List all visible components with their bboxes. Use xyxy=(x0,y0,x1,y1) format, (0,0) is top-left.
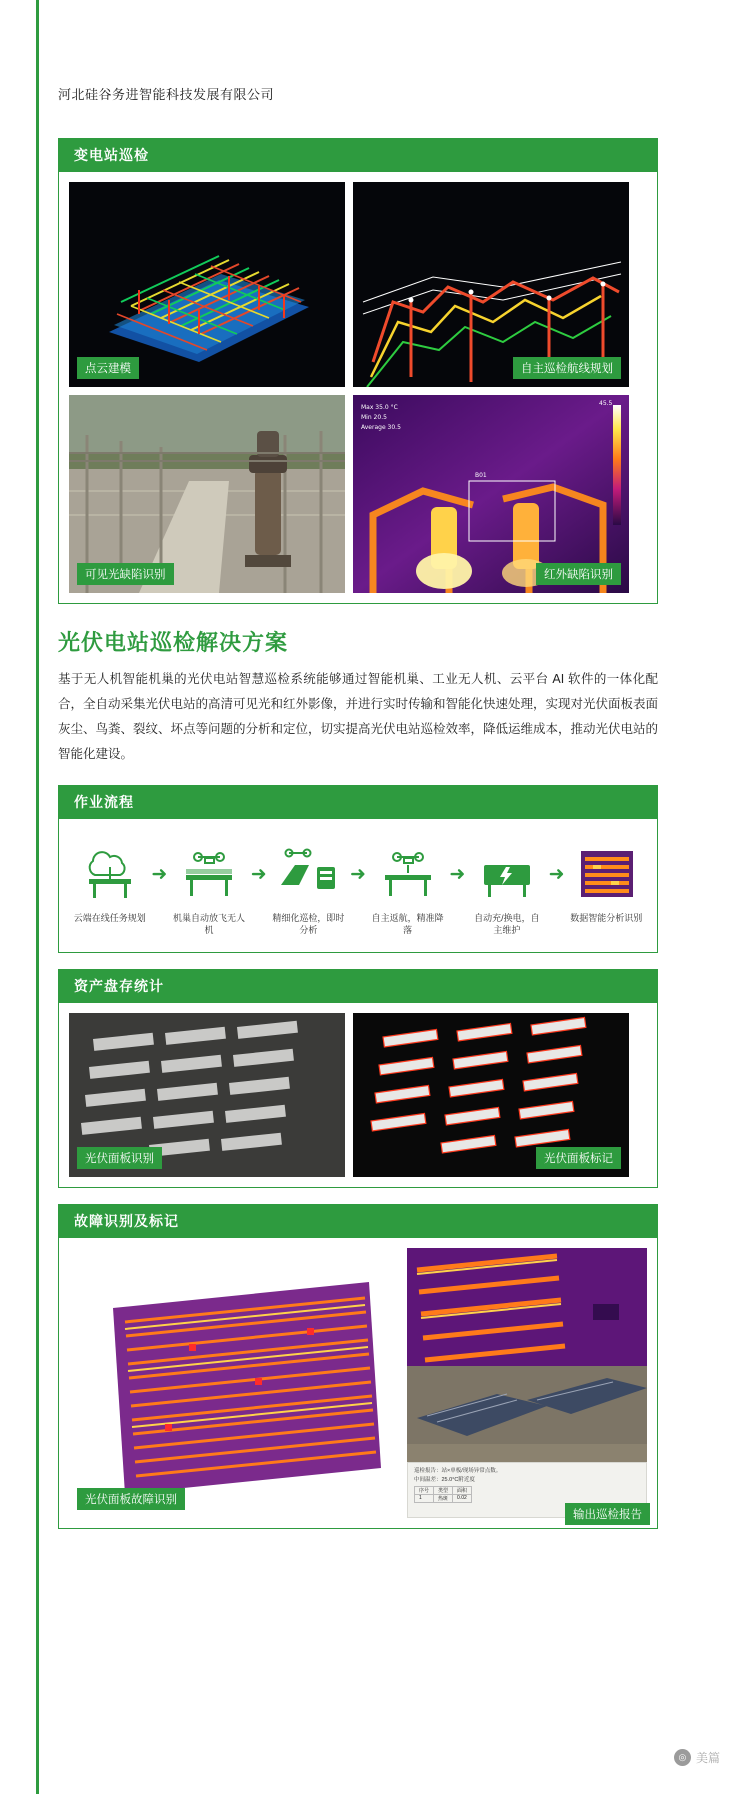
fault-panel xyxy=(58,1238,658,1529)
panel-fault-detection-graphic xyxy=(69,1248,399,1518)
workflow-step-6 xyxy=(569,843,642,925)
workflow-label-6: 数据智能分析识别 xyxy=(570,913,643,923)
workflow-panel xyxy=(58,819,658,953)
caption-inspection-report: 输出巡检报告 xyxy=(565,1503,650,1525)
substation-image-grid xyxy=(69,182,647,593)
company-name: 河北硅谷务进智能科技发展有限公司 xyxy=(58,87,275,102)
caption-panel-marking: 光伏面板标记 xyxy=(536,1147,621,1169)
workflow-arrow-4: ➜ xyxy=(449,863,466,885)
cloud-task-planning-icon xyxy=(73,843,146,905)
workflow-arrow-1: ➜ xyxy=(151,863,168,885)
image-panel-fault-detection[interactable] xyxy=(69,1248,399,1518)
report-cell: 1 xyxy=(415,1494,434,1502)
fault-image-grid xyxy=(69,1248,647,1522)
workflow-label-3: 精细化巡检，即时分析 xyxy=(272,913,345,935)
workflow-step-4 xyxy=(371,843,444,936)
workflow-arrow-2: ➜ xyxy=(250,863,267,885)
workflow-arrow-3: ➜ xyxy=(350,863,366,885)
watermark-text: 美篇 xyxy=(695,1751,720,1765)
workflow-label-1: 云端在线任务规划 xyxy=(73,913,146,923)
asset-inventory-panel xyxy=(58,1003,658,1188)
nest-drone-launch-icon xyxy=(172,843,245,905)
image-pointcloud-model[interactable] xyxy=(69,182,345,387)
workflow-arrow-5: ➜ xyxy=(548,863,565,885)
drone-return-icon xyxy=(371,843,444,905)
substation-image-panel xyxy=(58,172,658,604)
report-cell: 面积 xyxy=(453,1486,472,1494)
caption-route-planning: 自主巡检航线规划 xyxy=(513,357,621,379)
report-table xyxy=(414,1486,472,1503)
workflow-step-1 xyxy=(73,843,146,925)
svg-text:B01: B01 xyxy=(475,472,487,479)
image-route-planning[interactable] xyxy=(353,182,629,387)
report-line-2: 中间温差：25.0°C附近度 xyxy=(414,1476,475,1483)
auto-charging-icon xyxy=(470,843,543,905)
table-row xyxy=(415,1494,472,1502)
watermark xyxy=(674,1749,720,1766)
workflow-step-3 xyxy=(272,843,345,936)
report-cell: 序号 xyxy=(415,1486,434,1494)
workflow-label-2: 机巢自动放飞无人机 xyxy=(173,913,246,935)
asset-inventory-image-grid xyxy=(69,1013,647,1177)
report-cell: 0.02 xyxy=(453,1494,472,1502)
spacer-1 xyxy=(58,953,658,969)
caption-visible-light-defect: 可见光缺陷识别 xyxy=(77,563,174,585)
image-thermal-tile[interactable] xyxy=(407,1248,647,1366)
solution-title: 光伏电站巡检解决方案 xyxy=(58,630,289,655)
image-infrared-defect[interactable] xyxy=(353,395,629,593)
watermark-mark-icon: ◎ xyxy=(674,1749,691,1766)
svg-text:Min 20.5: Min 20.5 xyxy=(361,414,387,421)
workflow-steps xyxy=(69,829,647,942)
caption-panel-fault-detection: 光伏面板故障识别 xyxy=(77,1488,185,1510)
workflow-step-5 xyxy=(470,843,543,936)
thermal-tile-graphic xyxy=(407,1248,647,1366)
workflow-step-2 xyxy=(172,843,245,936)
svg-text:45.5: 45.5 xyxy=(599,400,613,407)
svg-text:Max 35.0 °C: Max 35.0 °C xyxy=(361,404,398,411)
image-panel-marking[interactable] xyxy=(353,1013,629,1177)
visible-tile-graphic xyxy=(407,1366,647,1462)
caption-panel-detection: 光伏面板识别 xyxy=(77,1147,162,1169)
inspection-report-card[interactable] xyxy=(407,1462,647,1522)
report-line-1: 巡检报告：站×单板/现场异常点数。 xyxy=(414,1468,502,1475)
workflow-label-5: 自动充/换电，自主维护 xyxy=(474,913,540,935)
report-cell: 热斑 xyxy=(434,1494,453,1502)
image-panel-detection[interactable] xyxy=(69,1013,345,1177)
image-visible-tile[interactable] xyxy=(407,1366,647,1462)
section-header-fault: 故障识别及标记 xyxy=(58,1204,658,1238)
spacer-2 xyxy=(58,1188,658,1204)
section-header-asset-inventory: 资产盘存统计 xyxy=(58,969,658,1003)
report-cell: 类型 xyxy=(434,1486,453,1494)
document-content xyxy=(58,138,658,1529)
svg-text:Average 30.5: Average 30.5 xyxy=(361,424,401,431)
solution-paragraph: 基于无人机智能机巢的光伏电站智慧巡检系统能够通过智能机巢、工业无人机、云平台 AI 软件的一体化配合，全自动采集光伏电站的高清可见光和红外影像，并进行实时传输和智能化快速处理，实现对光伏面板表面灰尘、鸟粪、裂纹、坏点等问题的分析和定位，切实提高光伏电站巡检效率，降低运维成本，推动光伏电站的智能化建设。 xyxy=(58,672,659,761)
workflow-label-4: 自主返航，精准降落 xyxy=(371,913,444,935)
fault-side-column xyxy=(407,1248,647,1522)
section-header-workflow: 作业流程 xyxy=(58,785,658,819)
table-row xyxy=(415,1486,472,1494)
section-header-substation: 变电站巡检 xyxy=(58,138,658,172)
caption-infrared-defect: 红外缺陷识别 xyxy=(536,563,621,585)
data-analysis-icon xyxy=(569,843,642,905)
panel-inspection-icon xyxy=(272,843,345,905)
image-visible-light-defect[interactable] xyxy=(69,395,345,593)
left-green-rule xyxy=(36,0,39,1794)
caption-pointcloud-model: 点云建模 xyxy=(77,357,139,379)
